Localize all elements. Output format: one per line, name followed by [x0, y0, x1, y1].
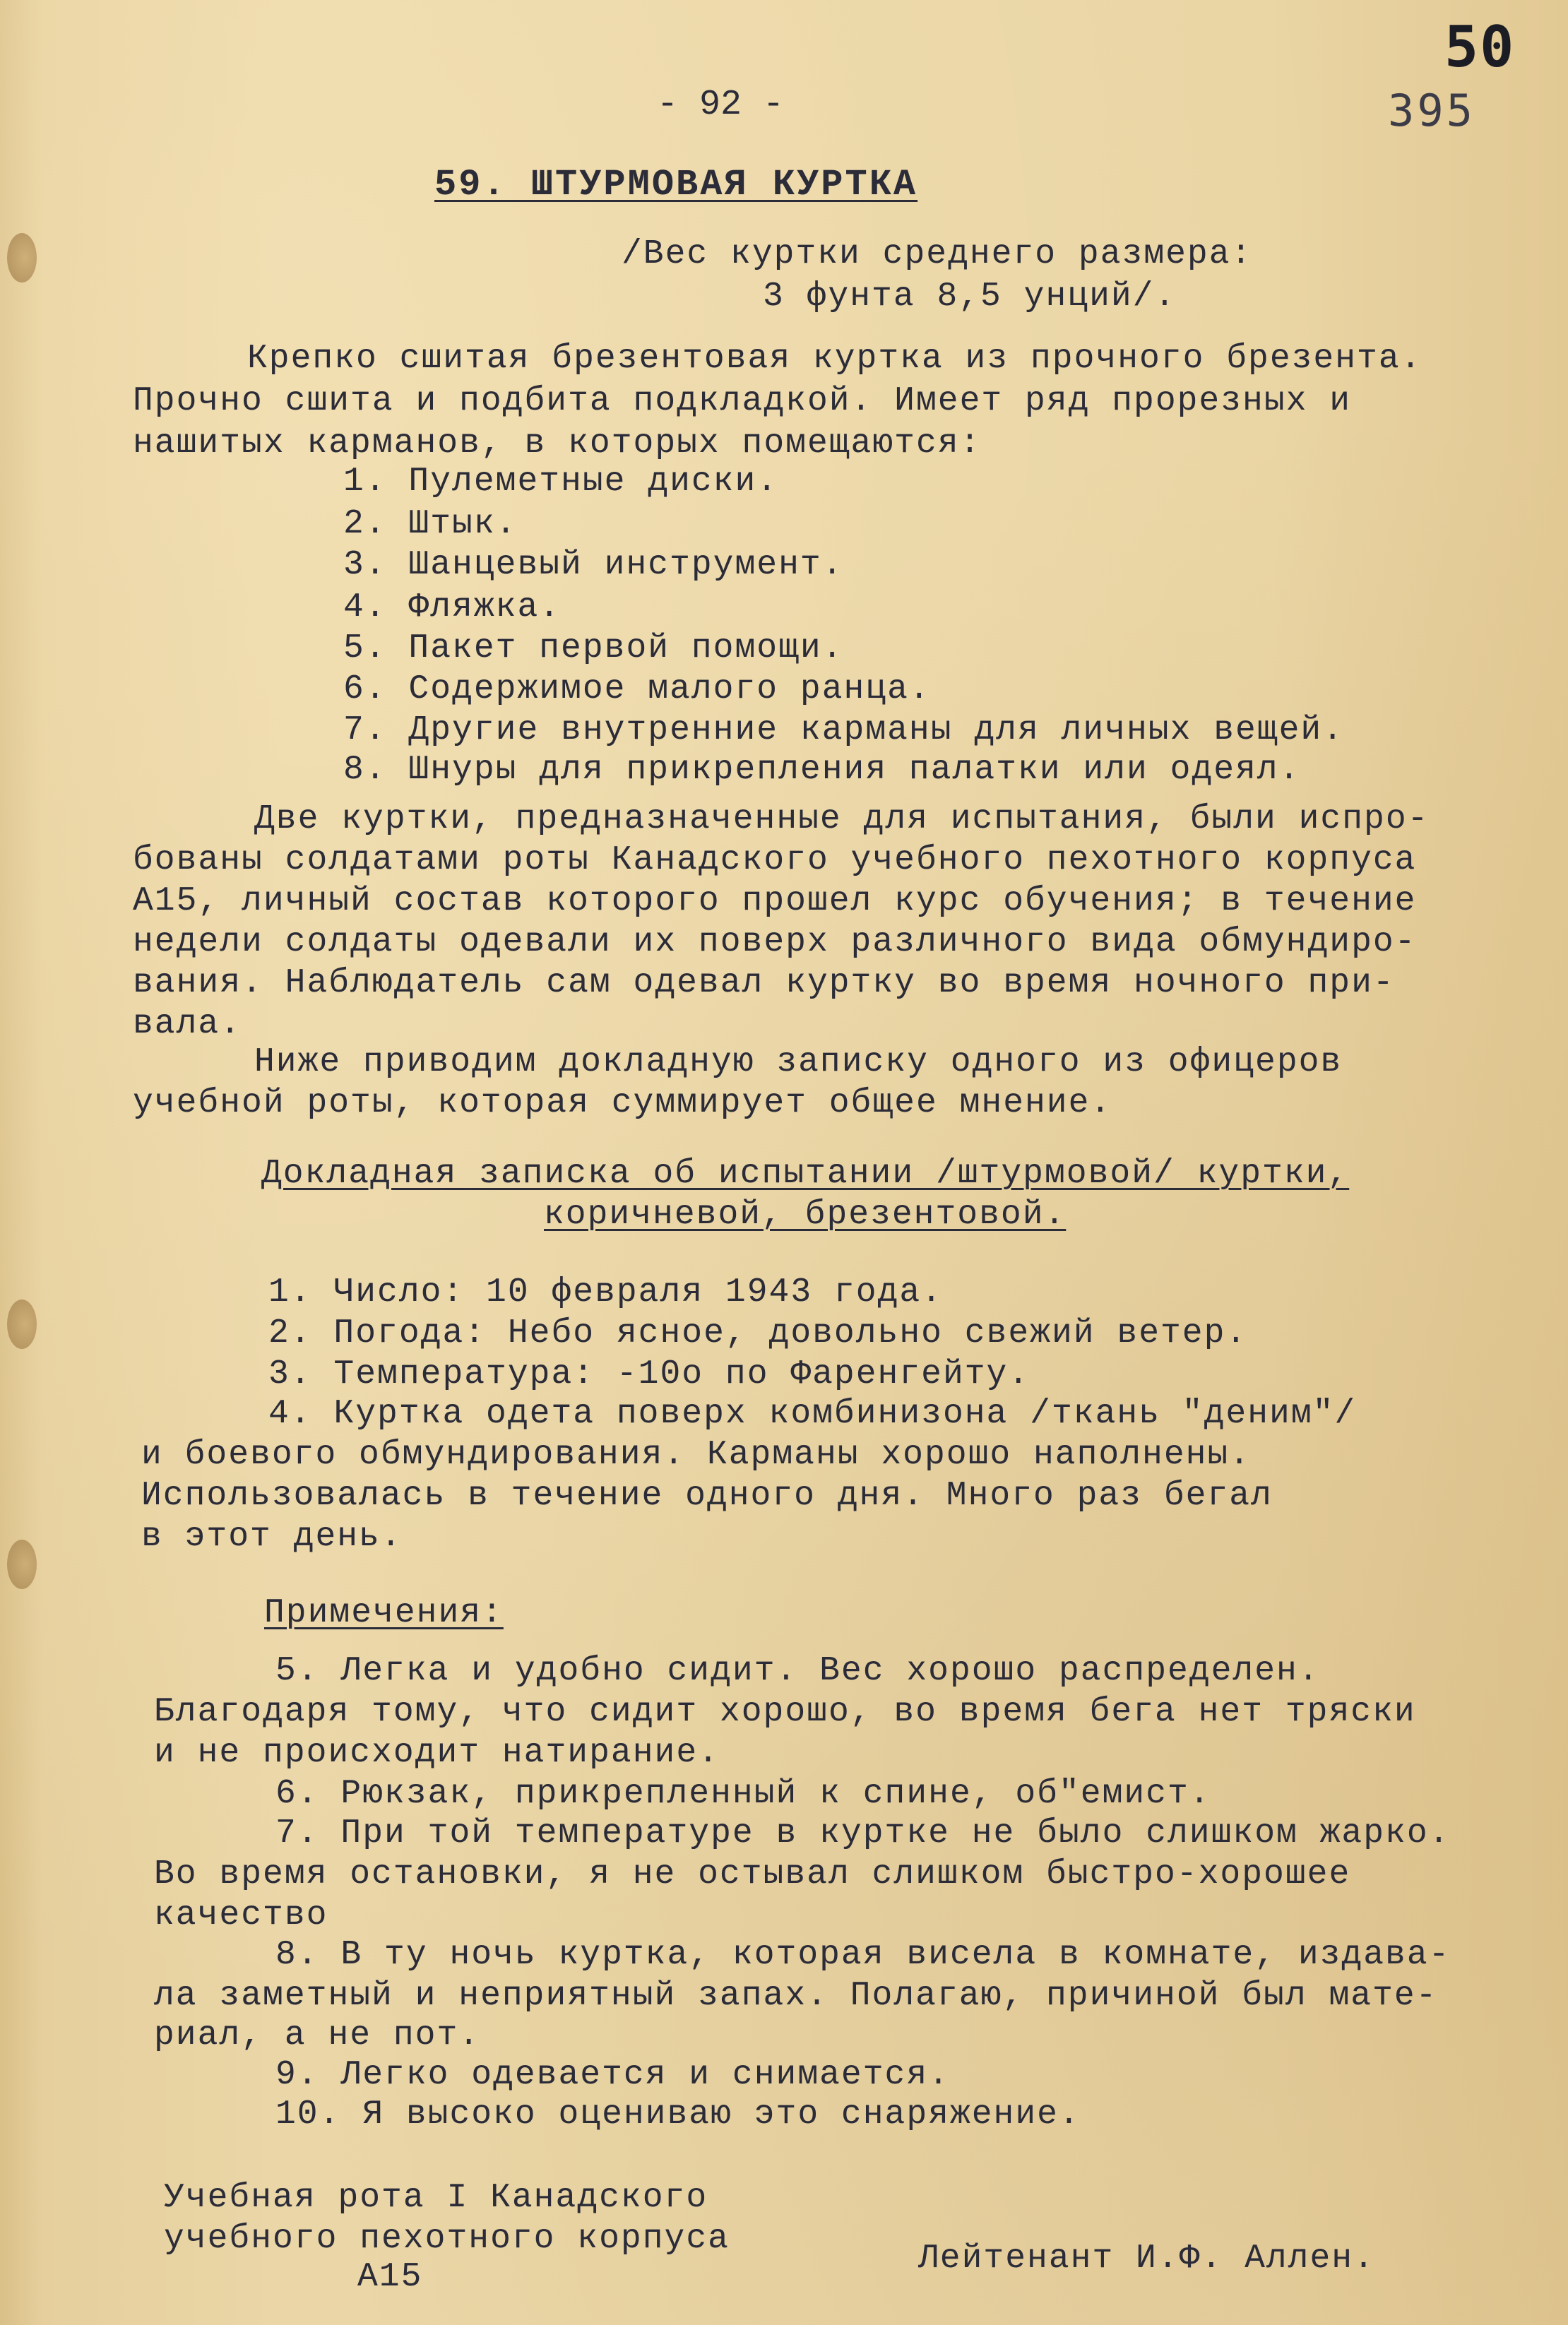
signature-unit-line: учебного пехотного корпуса [164, 2220, 730, 2258]
trial-line: А15, личный состав которого прошел курс обучения; в течение [133, 882, 1417, 920]
list-item: 5. Пакет первой помощи. [343, 629, 844, 667]
trial-line: бованы солдатами роты Канадского учебного пехотного корпуса [133, 841, 1417, 879]
remark-line: качество [154, 1896, 328, 1934]
signature-unit-line: А15 [357, 2258, 423, 2296]
memo-fact-line: 1. Число: 10 февраля 1943 года. [268, 1273, 943, 1312]
trial-line: Две куртки, предназначенные для испытания, были испро- [254, 800, 1430, 838]
remark-line: 7. При той температуре в куртке не было слишком жарко. [275, 1814, 1451, 1853]
remark-line: 8. В ту ночь куртка, которая висела в комнате, издава- [275, 1936, 1451, 1974]
remark-line: 10. Я высоко оцениваю это снаряжение. [275, 2095, 1081, 2134]
remark-line: Благодаря тому, что сидит хорошо, во время бега нет тряски [154, 1693, 1416, 1731]
weight-note-line: /Вес куртки среднего размера: [622, 235, 1253, 273]
archive-number: 395 [1388, 85, 1475, 136]
punch-hole [7, 233, 37, 283]
remark-line: и не происходит натирание. [154, 1734, 720, 1772]
memo-intro-line: Ниже приводим докладную записку одного из офицеров [254, 1043, 1343, 1081]
remark-line: Во время остановки, я не остывал слишком быстро-хорошее [154, 1855, 1351, 1893]
remark-line: 5. Легка и удобно сидит. Вес хорошо распределен. [275, 1652, 1320, 1690]
list-item: 1. Пулеметные диски. [343, 463, 779, 501]
remarks-heading: Примечения: [264, 1594, 504, 1632]
trial-line: вала. [133, 1005, 242, 1043]
remark-line: риал, а не пот. [154, 2016, 481, 2055]
memo-fact-line: и боевого обмундирования. Карманы хорошо наполнены. [141, 1436, 1252, 1474]
memo-title-line: Докладная записка об испытании /штурмовой/ куртки, [261, 1155, 1350, 1193]
signature-unit-line: Учебная рота I Канадского [164, 2179, 708, 2217]
remark-line: ла заметный и неприятный запах. Полагаю, причиной был мате- [154, 1977, 1438, 2015]
remark-line: 6. Рюкзак, прикрепленный к спине, об"емист. [275, 1775, 1211, 1813]
intro-line: Крепко сшитая брезентовая куртка из прочного брезента. [247, 340, 1423, 378]
trial-line: недели солдаты одевали их поверх различного вида обмундиро- [133, 923, 1417, 961]
memo-intro-line: учебной роты, которая суммирует общее мнение. [133, 1084, 1112, 1122]
list-item: 6. Содержимое малого ранца. [343, 670, 931, 708]
memo-fact-line: 4. Куртка одета поверх комбинизона /ткань "деним"/ [268, 1395, 1357, 1433]
list-item: 3. Шанцевый инструмент. [343, 546, 844, 584]
punch-hole [7, 1540, 37, 1589]
memo-fact-line: 3. Температура: -10о по Фаренгейту. [268, 1355, 1031, 1393]
punch-hole [7, 1300, 37, 1349]
page-marker: - 92 - [657, 85, 785, 125]
list-item: 4. Фляжка. [343, 588, 562, 626]
weight-note-line: 3 фунта 8,5 унций/. [763, 278, 1177, 316]
memo-fact-line: 2. Погода: Небо ясное, довольно свежий ветер. [268, 1314, 1248, 1352]
remark-line: 9. Легко одевается и снимается. [275, 2056, 950, 2094]
section-title: 59. ШТУРМОВАЯ КУРТКА [434, 164, 918, 206]
sheet-number: 50 [1444, 14, 1516, 80]
signer-name: Лейтенант И.Ф. Аллен. [918, 2240, 1375, 2278]
list-item: 7. Другие внутренние карманы для личных вещей. [343, 711, 1345, 749]
memo-fact-line: в этот день. [141, 1518, 403, 1556]
memo-fact-line: Использовалась в течение одного дня. Много раз бегал [141, 1477, 1273, 1515]
trial-line: вания. Наблюдатель сам одевал куртку во время ночного при- [133, 964, 1395, 1002]
intro-line: Прочно сшита и подбита подкладкой. Имеет ряд прорезных и [133, 382, 1352, 420]
memo-title-line: коричневой, брезентовой. [544, 1196, 1067, 1234]
list-item: 8. Шнуры для прикрепления палатки или одеял. [343, 751, 1301, 789]
intro-line: нашитых карманов, в которых помещаются: [133, 424, 982, 463]
list-item: 2. Штык. [343, 505, 518, 543]
